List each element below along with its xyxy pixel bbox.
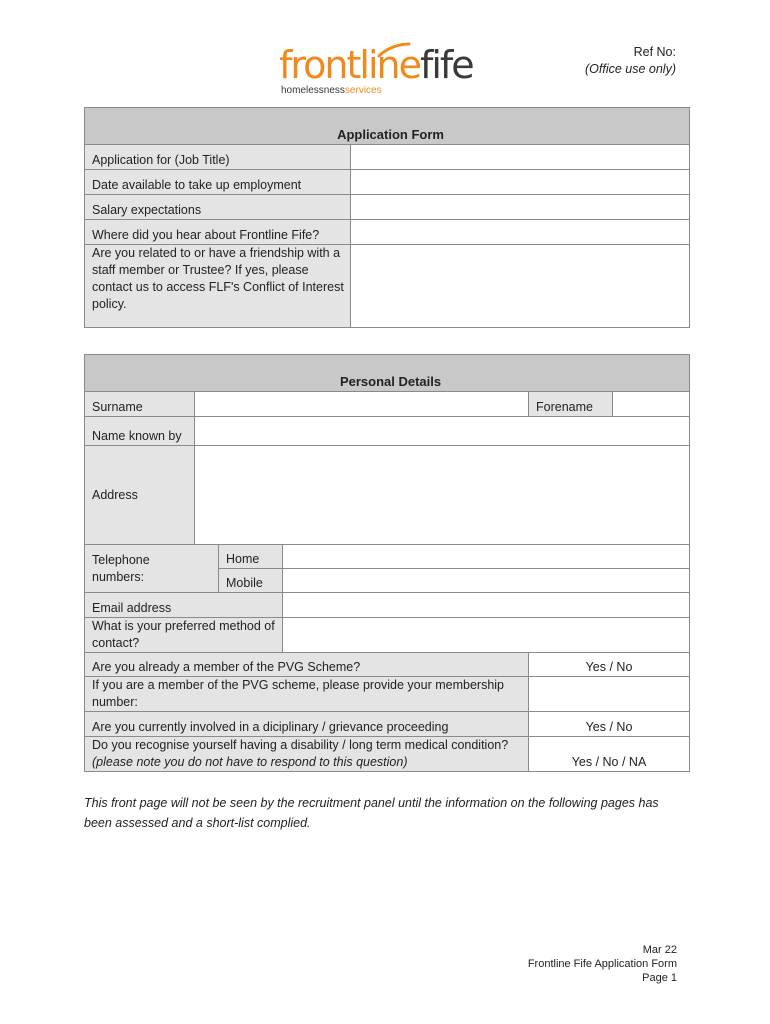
disability-answer[interactable]: Yes / No / NA [529,737,690,772]
heard-about-label: Where did you hear about Frontline Fife? [85,220,351,245]
footer-date: Mar 22 [642,944,677,956]
email-field[interactable] [283,593,690,618]
date-available-field[interactable] [351,170,690,195]
personal-details-title: Personal Details [85,355,690,392]
page-footer [480,943,677,985]
ref-label: Ref No: [633,45,676,59]
home-phone-label: Home [219,545,283,569]
related-label: Are you related to or have a friendship with a staff member or Trustee? If yes, please contact us to access FLF's Conflict of Interest policy. [85,245,351,328]
pvg-member-answer[interactable]: Yes / No [529,653,690,677]
ref-box [520,44,676,78]
logo-part-2: fife [419,43,473,87]
personal-details-table [84,354,690,772]
mobile-phone-field[interactable] [283,569,690,593]
disability-note: (please note you do not have to respond to this question) [92,755,408,769]
heard-about-field[interactable] [351,220,690,245]
address-field[interactable] [195,446,690,545]
disciplinary-label: Are you currently involved in a diciplinary / grievance proceeding [85,712,529,737]
date-available-label: Date available to take up employment [85,170,351,195]
forename-label: Forename [529,392,613,417]
pvg-member-label: Are you already a member of the PVG Scheme? [85,653,529,677]
footer-title: Frontline Fife Application Form [527,958,677,970]
job-title-field[interactable] [351,145,690,170]
home-phone-field[interactable] [283,545,690,569]
disability-label: Do you recognise yourself having a disability / long term medical condition? [92,738,509,752]
address-label: Address [85,446,195,545]
ref-note: (Office use only) [584,62,676,76]
mobile-phone-label: Mobile [219,569,283,593]
salary-field[interactable] [351,195,690,220]
name-known-by-label: Name known by [85,417,195,446]
telephone-label: Telephone numbers: [85,545,219,593]
logo-tagline-part-2: services [344,85,382,96]
disciplinary-answer[interactable]: Yes / No [529,712,690,737]
application-form-table [84,107,690,328]
logo-part-1: frontline [279,43,420,87]
front-page-note: This front page will not be seen by the recruitment panel until the information on the following pages has been assessed and a short-list complied. [84,796,659,830]
preferred-contact-field[interactable] [283,618,690,653]
logo-tagline-part-1: homelessness [281,85,345,96]
salary-label: Salary expectations [85,195,351,220]
forename-field[interactable] [613,392,690,417]
name-known-by-field[interactable] [195,417,690,446]
application-form-title: Application Form [85,108,690,145]
email-label: Email address [85,593,283,618]
related-field[interactable] [351,245,690,328]
logo [279,43,494,98]
disability-cell [85,737,529,772]
surname-label: Surname [85,392,195,417]
surname-field[interactable] [195,392,529,417]
pvg-number-field[interactable] [529,677,690,712]
footer-page: Page 1 [642,972,677,984]
pvg-number-label: If you are a member of the PVG scheme, please provide your membership number: [85,677,529,712]
logo-tagline [281,86,382,96]
logo-swoosh-icon [377,42,411,58]
job-title-label: Application for (Job Title) [85,145,351,170]
preferred-contact-label: What is your preferred method of contact? [85,618,283,653]
